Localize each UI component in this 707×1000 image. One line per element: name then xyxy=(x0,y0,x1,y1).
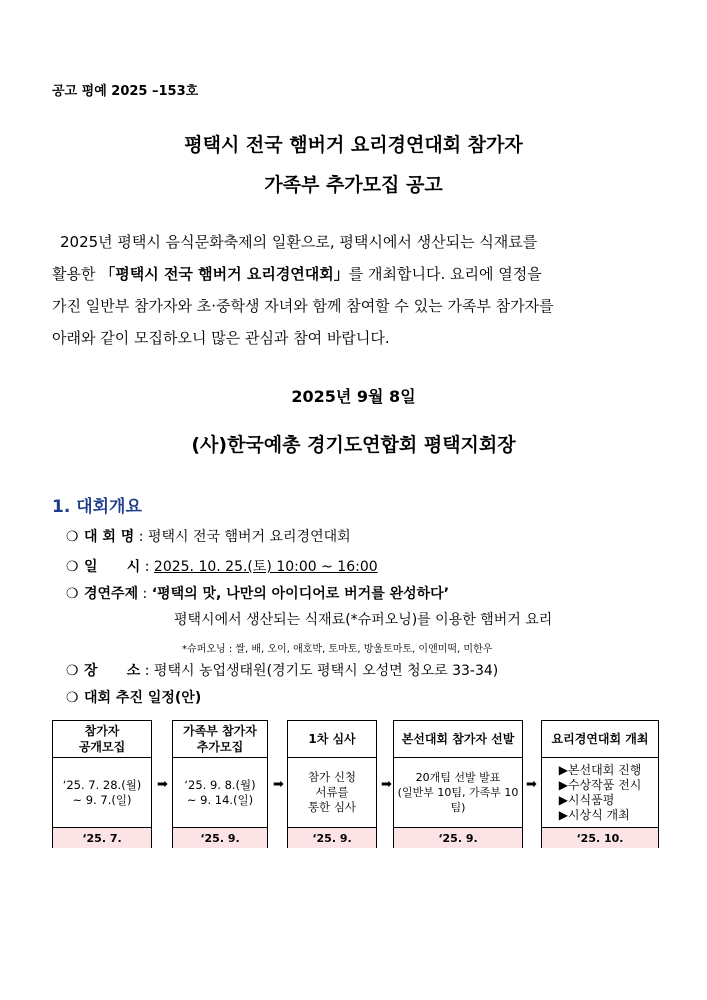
intro-line1: 2025년 평택시 음식문화축제의 일환으로, 평택시에서 생산되는 식재료를 xyxy=(60,233,538,251)
schedule-step-4 xyxy=(393,720,523,848)
arrow-right-icon: ➡ xyxy=(273,777,284,792)
page-title-line2: 가족부 추가모집 공고 xyxy=(264,174,443,196)
step-footer: ‘25. 9. xyxy=(394,827,522,848)
page-title-line1: 평택시 전국 햄버거 요리경연대회 참가자 xyxy=(184,134,523,156)
theme-label: 경연주제 xyxy=(84,586,139,602)
intro-line2 xyxy=(52,258,658,290)
step-header: 1차 심사 xyxy=(288,721,376,758)
intro-line3: 가진 일반부 참가자와 초·중학생 자녀와 함께 참여할 수 있는 가족부 참가자를 xyxy=(52,297,554,315)
schedule-step-2 xyxy=(172,720,268,848)
step-body: ‘25. 9. 8.(월) ~ 9. 14.(일) xyxy=(184,777,256,807)
intro-paragraph xyxy=(52,226,658,354)
circle-bullet-icon: ❍ xyxy=(66,529,79,545)
notice-number: 공고 평예 2025 –153호 xyxy=(52,84,199,99)
event-bullet-list xyxy=(559,763,642,823)
step-header: 가족부 참가자 추가모집 xyxy=(173,721,267,758)
step-header: 요리경연대회 개최 xyxy=(542,721,658,758)
step-footer: ‘25. 9. xyxy=(288,827,376,848)
step-footer: ‘25. 9. xyxy=(173,827,267,848)
intro-line4: 아래와 같이 모집하오니 많은 관심과 참여 바랍니다. xyxy=(52,329,390,347)
contest-name-value: 평택시 전국 햄버거 요리경연대회 xyxy=(147,529,351,545)
organization-name: (사)한국예총 경기도연합회 평택지회장 xyxy=(191,434,516,456)
list-item: ▶본선대회 진행 xyxy=(558,762,642,777)
list-item: ▶수상작품 전시 xyxy=(558,777,642,792)
schedule-step-5 xyxy=(541,720,659,848)
schedule-step-1 xyxy=(52,720,152,848)
step-header: 본선대회 참가자 선발 xyxy=(394,721,522,758)
overview-place: ❍ 장 소 : 평택시 농업생태원(경기도 평택시 오성면 청오로 33-34) xyxy=(66,660,498,680)
intro-line2-pre: 활용한 xyxy=(52,265,101,283)
circle-bullet-icon: ❍ xyxy=(66,586,79,602)
step-header: 참가자 공개모집 xyxy=(53,721,151,758)
arrow-right-icon: ➡ xyxy=(526,777,537,792)
circle-bullet-icon: ❍ xyxy=(66,559,79,575)
arrow-right-icon: ➡ xyxy=(157,777,168,792)
step-footer: ‘25. 7. xyxy=(53,827,151,848)
arrow-right-icon: ➡ xyxy=(381,777,392,792)
intro-line2-post: 를 개최합니다. 요리에 열정을 xyxy=(348,265,542,283)
schedule-label: 대회 추진 일정(안) xyxy=(84,690,202,706)
overview-schedule-heading xyxy=(66,687,201,707)
overview-datetime: ❍ 일 시 : 2025. 10. 25.(토) 10:00 ~ 16:00 xyxy=(66,556,378,576)
announcement-date: 2025년 9월 8일 xyxy=(291,387,416,406)
overview-contest-name: ❍ 대 회 명 : 평택시 전국 햄버거 요리경연대회 xyxy=(66,526,351,546)
list-item: ▶시상식 개최 xyxy=(558,807,630,822)
circle-bullet-icon: ❍ xyxy=(66,663,79,679)
place-label: 장 소 xyxy=(84,663,141,679)
circle-bullet-icon: ❍ xyxy=(66,690,79,706)
schedule-step-3 xyxy=(287,720,377,848)
datetime-label: 일 시 xyxy=(84,559,141,575)
place-value: 평택시 농업생태원(경기도 평택시 오성면 청오로 33-34) xyxy=(153,663,499,679)
list-item: ▶시식품평 xyxy=(558,792,615,807)
section-title-overview: 1. 대회개요 xyxy=(52,497,142,517)
super-oning-note: *슈퍼오닝 : 쌀, 배, 오이, 애호박, 토마토, 방울토마토, 이앤미떡, 미한우 xyxy=(182,644,493,655)
contest-name-label: 대 회 명 xyxy=(84,529,135,545)
theme-description: 평택시에서 생산되는 식재료(*슈퍼오닝)를 이용한 햄버거 요리 xyxy=(174,612,553,628)
intro-contest-name: 「평택시 전국 햄버거 요리경연대회」 xyxy=(100,265,349,283)
step-body xyxy=(542,758,658,827)
theme-value: ‘평택의 맛, 나만의 아이디어로 버거를 완성하다’ xyxy=(151,586,450,602)
step-body: ‘25. 7. 28.(월) ~ 9. 7.(일) xyxy=(62,777,142,807)
step-footer: ‘25. 10. xyxy=(542,827,658,848)
step-body: 20개팀 선발 발표 (일반부 10팀, 가족부 10팀) xyxy=(397,771,519,814)
overview-theme: ❍ 경연주제 : ‘평택의 맛, 나만의 아이디어로 버거를 완성하다’ xyxy=(66,583,449,603)
datetime-value: 2025. 10. 25.(토) 10:00 ~ 16:00 xyxy=(153,559,378,575)
step-body: 참가 신청 서류를 통한 심사 xyxy=(307,770,357,814)
